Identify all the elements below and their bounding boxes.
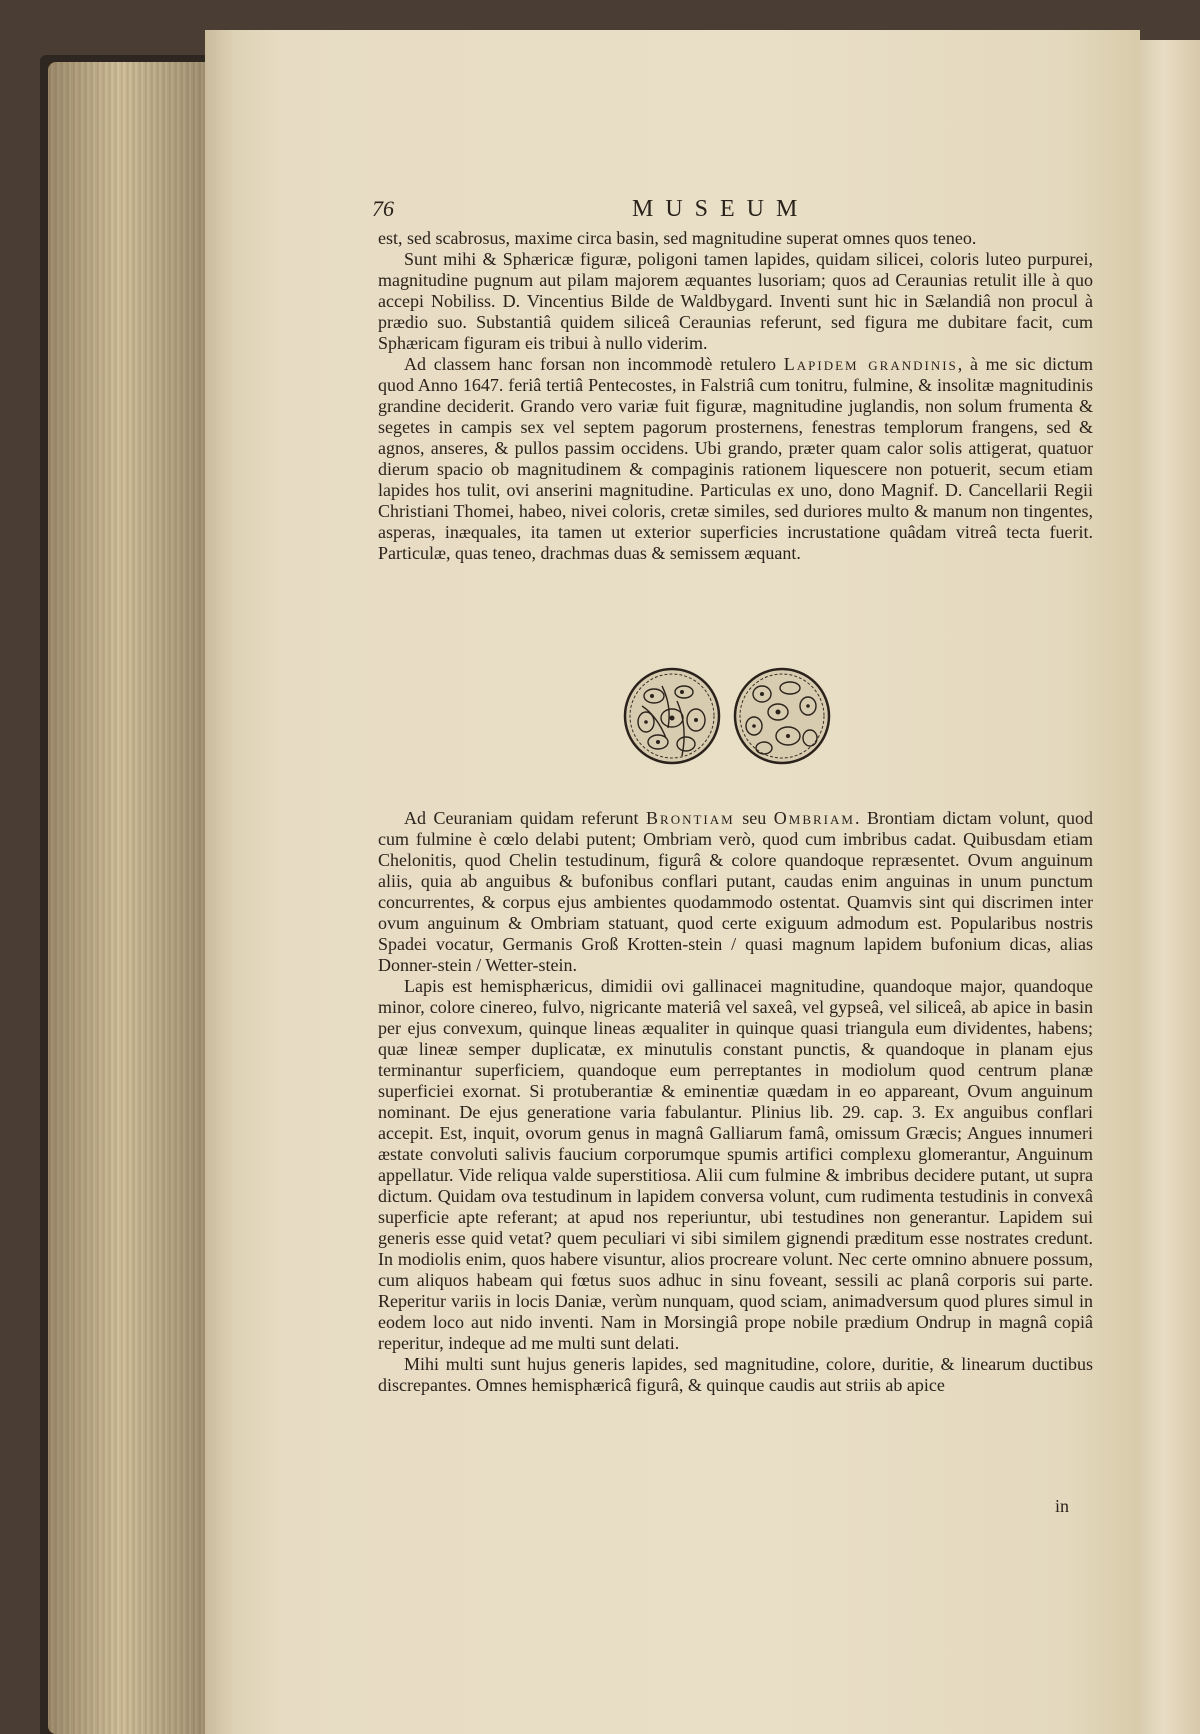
- paragraph: est, sed scabrosus, maxime circa basin, sed magnitudine superat omnes quos teneo.: [378, 228, 977, 248]
- hailstone-engraving-icon: [732, 666, 832, 766]
- text-run: seu: [742, 808, 767, 828]
- running-head: [372, 196, 972, 224]
- small-caps-term: Ombriam: [773, 808, 855, 828]
- small-caps-term: Brontiam: [646, 808, 735, 828]
- facing-page-edge: [1140, 40, 1200, 1734]
- page-number: 76: [372, 196, 394, 221]
- text-run: Ad classem hanc forsan non incommodè retulero: [404, 354, 777, 374]
- catchword: in: [1055, 1496, 1070, 1516]
- small-caps-term: Lapidem grandinis: [783, 354, 958, 374]
- hailstone-engraving-icon: [622, 666, 722, 766]
- paragraph: Sunt mihi & Sphæricæ figuræ, poligoni tamen lapides, quidam silicei, coloris luteo purpurei, magnitudine pugnum aut pilam majorem æquantes lusoriam; quos ad Ceraunias retulit ille à quo accepi Nobiliss. D. Vincentius Bilde de Waldbygard. Inventi sunt hic in Sælandiâ non procul à prædio suo. Substantiâ quidem siliceâ Ceraunias referunt, sed figura me dubitare facit, cum Sphæricam figuram eis tribui à nullo viderim.: [378, 249, 1093, 353]
- text-run: , à me sic dictum quod Anno 1647. feriâ tertiâ Pentecostes, in Falstriâ cum tonitru, fulmine, & insolitæ magnitudinis grandine deciderit. Grando vero variæ fuit figuræ, magnitudine juglandis, non solum frumenta & segetes in campis sex vel septem pagorum prosternens, fenestras templorum frangens, sed & agnos, anseres, & pullos passim occidens. Ubi grando, præter quam calor solis attigerat, quatuor dierum spacio ob magnitudinem & compaginis rationem liquescere non potuerit, secum etiam lapides hos tulit, ovi anserini magnitudine. Particulas ex uno, dono Magnif. D. Cancellarii Regii Christiani Thomei, habeo, nivei coloris, cretæ similes, sed duriores multo & manum non tingentes, asperas, inæquales, ita tamen ut exterior superficies incrustatione quâdam vitreâ tecta fuerit. Particulæ, quas teneo, drachmas duas & semissem æquant.: [378, 354, 1094, 563]
- page-edges: [48, 62, 228, 1734]
- text-run: . Brontiam dictam volunt, quod cum fulmine è cœlo delabi putent; Ombriam verò, quod cum imbribus cadat. Quibusdam etiam Chelonitis, quod Chelin testudinum, figurâ & colore quandoque repræsentet. Ovum anguinum aliis, quia ab anguibus & bufonibus conflari putant, caudas enim anguinas in unum punctum concurrentes, & corpus ejus ambientes quodammodo ostentat. Quamvis sint qui discrimen inter ovum anguinum & Ombriam statuant, quod certe exiguum admodum est. Popularibus nostris Spadei vocatur, Germanis Groß Krotten-stein / quasi magnum lapidem bufonium dicas, alias Donner-stein / Wetter-stein.: [378, 808, 1094, 975]
- paragraph: Mihi multi sunt hujus generis lapides, sed magnitudine, colore, duritie, & linearum ductibus discrepantes. Omnes hemisphæricâ figurâ, & quinque caudis aut striis ab apice: [378, 1354, 1093, 1395]
- hailstone-figure: [622, 666, 832, 766]
- paragraph: [378, 808, 1093, 976]
- paragraph: [378, 354, 1093, 564]
- text-block-upper: [378, 228, 1093, 564]
- paragraph: Lapis est hemisphæricus, dimidii ovi gallinacei magnitudine, quandoque major, quandoque minor, colore cinereo, fulvo, nigricante materiâ vel saxeâ, vel gypseâ, vel siliceâ, ab apice in basin per ejus convexum, quinque lineas æqualiter in quinque quasi triangula eum dividentes, habens; quæ lineæ semper duplicatæ, ex minutulis constant punctis, & quandoque in planam ejus terminantur superficiem, quandoque eum perreptantes in modiolum quod centrum planæ superficiei exornat. Si protuberantiæ & eminentiæ quædam in eo appareant, Ovum anguinum nominant. De ejus generatione varia fabulantur. Plinius lib. 29. cap. 3. Ex anguibus conflari accepit. Est, inquit, ovorum genus in magnâ Galliarum famâ, omissum Græcis; Angues innumeri æstate convoluti salivis faucium corporumque spumis artifici complexu glomerantur, Anguinum appellatur. Vide reliqua valde superstitiosa. Alii cum fulmine & imbribus decidere putant, ut supra dictum. Quidam ova testudinum in lapidem conversa volunt, cum rudimenta testudinis in convexâ superficie apte referant; at apud nos reperiuntur, ubi testudines non generantur. Lapidem sui generis esse quid vetat? quem peculiari vi sibi similem gignendi præditum esse nostrates credunt. In modiolis enim, quos habere visuntur, alios procreare volunt. Nec certe omnino abnuere possum, cum aliquos habeam qui fœtus suos adhuc in sinu foveant, sessili ac planâ corporis sui parte. Reperitur variis in locis Daniæ, verùm nunquam, quod sciam, animadversum quod plures simul in eodem loco aut nido inventi. Nam in Morsingiâ prope nobile prædium Ondrup in magnâ copiâ reperitur, indeque ad me multi sunt delati.: [378, 976, 1093, 1353]
- text-block-lower: [378, 808, 1093, 1396]
- page-title: MUSEUM: [632, 196, 810, 222]
- text-run: Ad Ceuraniam quidam referunt: [404, 808, 639, 828]
